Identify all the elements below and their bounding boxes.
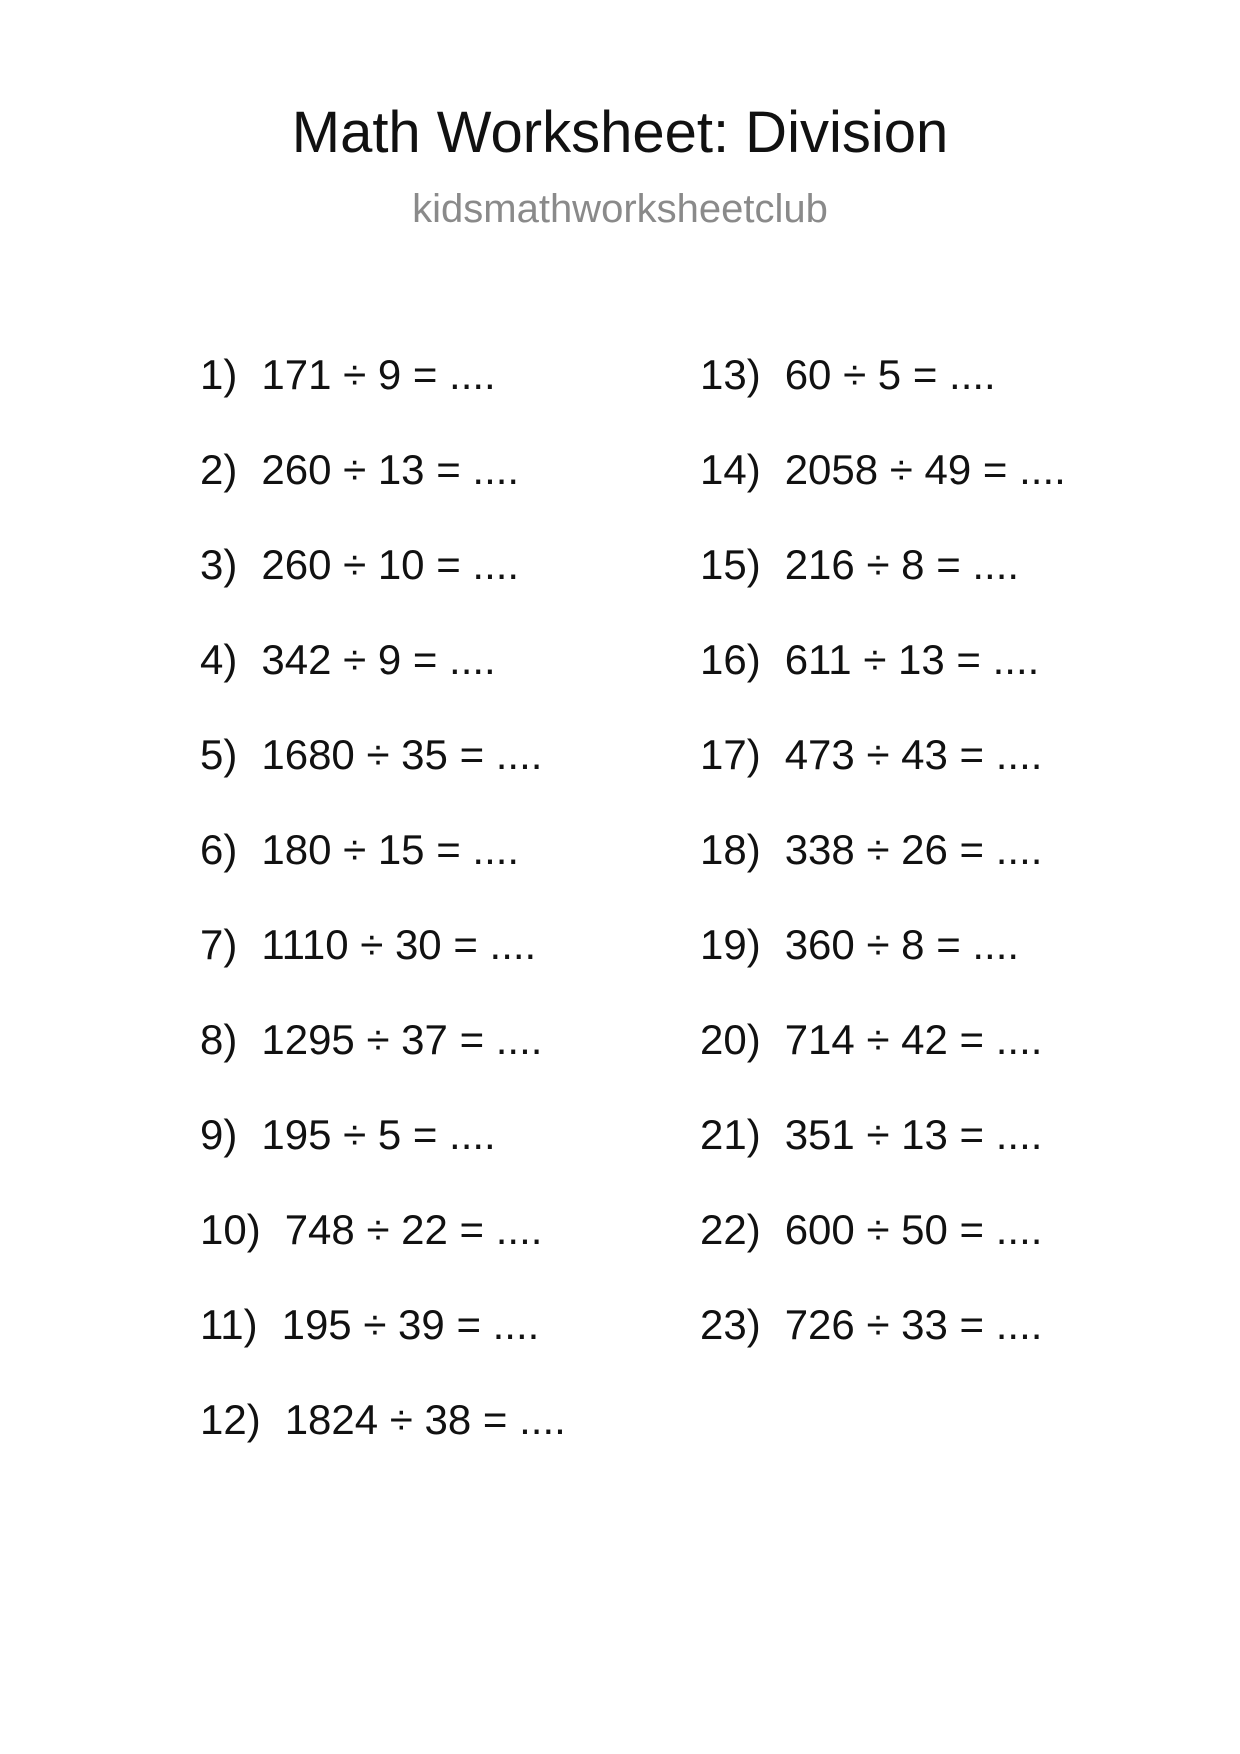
problem-number: 4) [200,636,238,683]
problem-number: 20) [700,1016,761,1063]
problem-expression: 714 ÷ 42 = .... [784,1016,1043,1063]
problem-expression: 1110 ÷ 30 = .... [261,921,537,968]
problem-item [700,540,1019,590]
problem-item [200,1205,542,1255]
problem-number: 21) [700,1111,761,1158]
problem-item [200,1015,542,1065]
problem-item [700,730,1042,780]
problem-number: 9) [200,1111,238,1158]
problem-item [700,1110,1042,1160]
problem-item [200,1395,566,1445]
problem-item [700,635,1039,685]
problem-item [200,635,496,685]
problem-expression: 195 ÷ 5 = .... [261,1111,496,1158]
problem-item [700,920,1019,970]
problem-item [200,1300,539,1350]
problem-item [200,1110,496,1160]
problem-number: 22) [700,1206,761,1253]
problem-number: 6) [200,826,238,873]
problem-number: 11) [200,1301,258,1348]
page-title: Math Worksheet: Division [291,100,949,165]
problem-number: 5) [200,731,238,778]
problem-item [200,540,519,590]
problem-number: 16) [700,636,761,683]
problem-number: 3) [200,541,238,588]
problem-expression: 60 ÷ 5 = .... [784,351,996,398]
problem-item [700,1205,1042,1255]
problem-number: 15) [700,541,761,588]
problem-expression: 216 ÷ 8 = .... [784,541,1020,588]
problem-expression: 1824 ÷ 38 = .... [284,1396,566,1443]
problem-number: 18) [700,826,761,873]
problem-number: 14) [700,446,761,493]
problem-item [700,825,1042,875]
problem-expression: 342 ÷ 9 = .... [261,636,496,683]
problem-expression: 611 ÷ 13 = .... [784,636,1040,683]
problem-expression: 260 ÷ 13 = .... [261,446,520,493]
problem-expression: 360 ÷ 8 = .... [784,921,1020,968]
problem-item [200,825,519,875]
problem-expression: 1680 ÷ 35 = .... [261,731,543,778]
page-subtitle: kidsmathworksheetclub [412,187,828,231]
problem-item [700,1015,1042,1065]
problem-expression: 351 ÷ 13 = .... [784,1111,1043,1158]
problem-number: 10) [200,1206,261,1253]
problem-item [200,920,536,970]
problem-number: 13) [700,351,761,398]
problem-number: 23) [700,1301,761,1348]
problem-number: 19) [700,921,761,968]
problem-number: 2) [200,446,238,493]
problem-expression: 195 ÷ 39 = .... [281,1301,540,1348]
problem-expression: 171 ÷ 9 = .... [261,351,496,398]
problem-item [700,350,996,400]
problem-item [200,445,519,495]
problem-number: 12) [200,1396,261,1443]
problem-expression: 600 ÷ 50 = .... [784,1206,1043,1253]
problem-item [700,1300,1042,1350]
problem-item [200,350,496,400]
problem-number: 8) [200,1016,238,1063]
problem-expression: 748 ÷ 22 = .... [284,1206,543,1253]
problem-expression: 2058 ÷ 49 = .... [784,446,1066,493]
problem-number: 17) [700,731,761,778]
problem-expression: 180 ÷ 15 = .... [261,826,520,873]
problem-number: 7) [200,921,238,968]
problem-number: 1) [200,351,238,398]
problem-expression: 1295 ÷ 37 = .... [261,1016,543,1063]
problem-item [200,730,542,780]
problem-item [700,445,1066,495]
problem-expression: 338 ÷ 26 = .... [784,826,1043,873]
problem-expression: 260 ÷ 10 = .... [261,541,520,588]
problem-expression: 726 ÷ 33 = .... [784,1301,1043,1348]
problem-expression: 473 ÷ 43 = .... [784,731,1043,778]
